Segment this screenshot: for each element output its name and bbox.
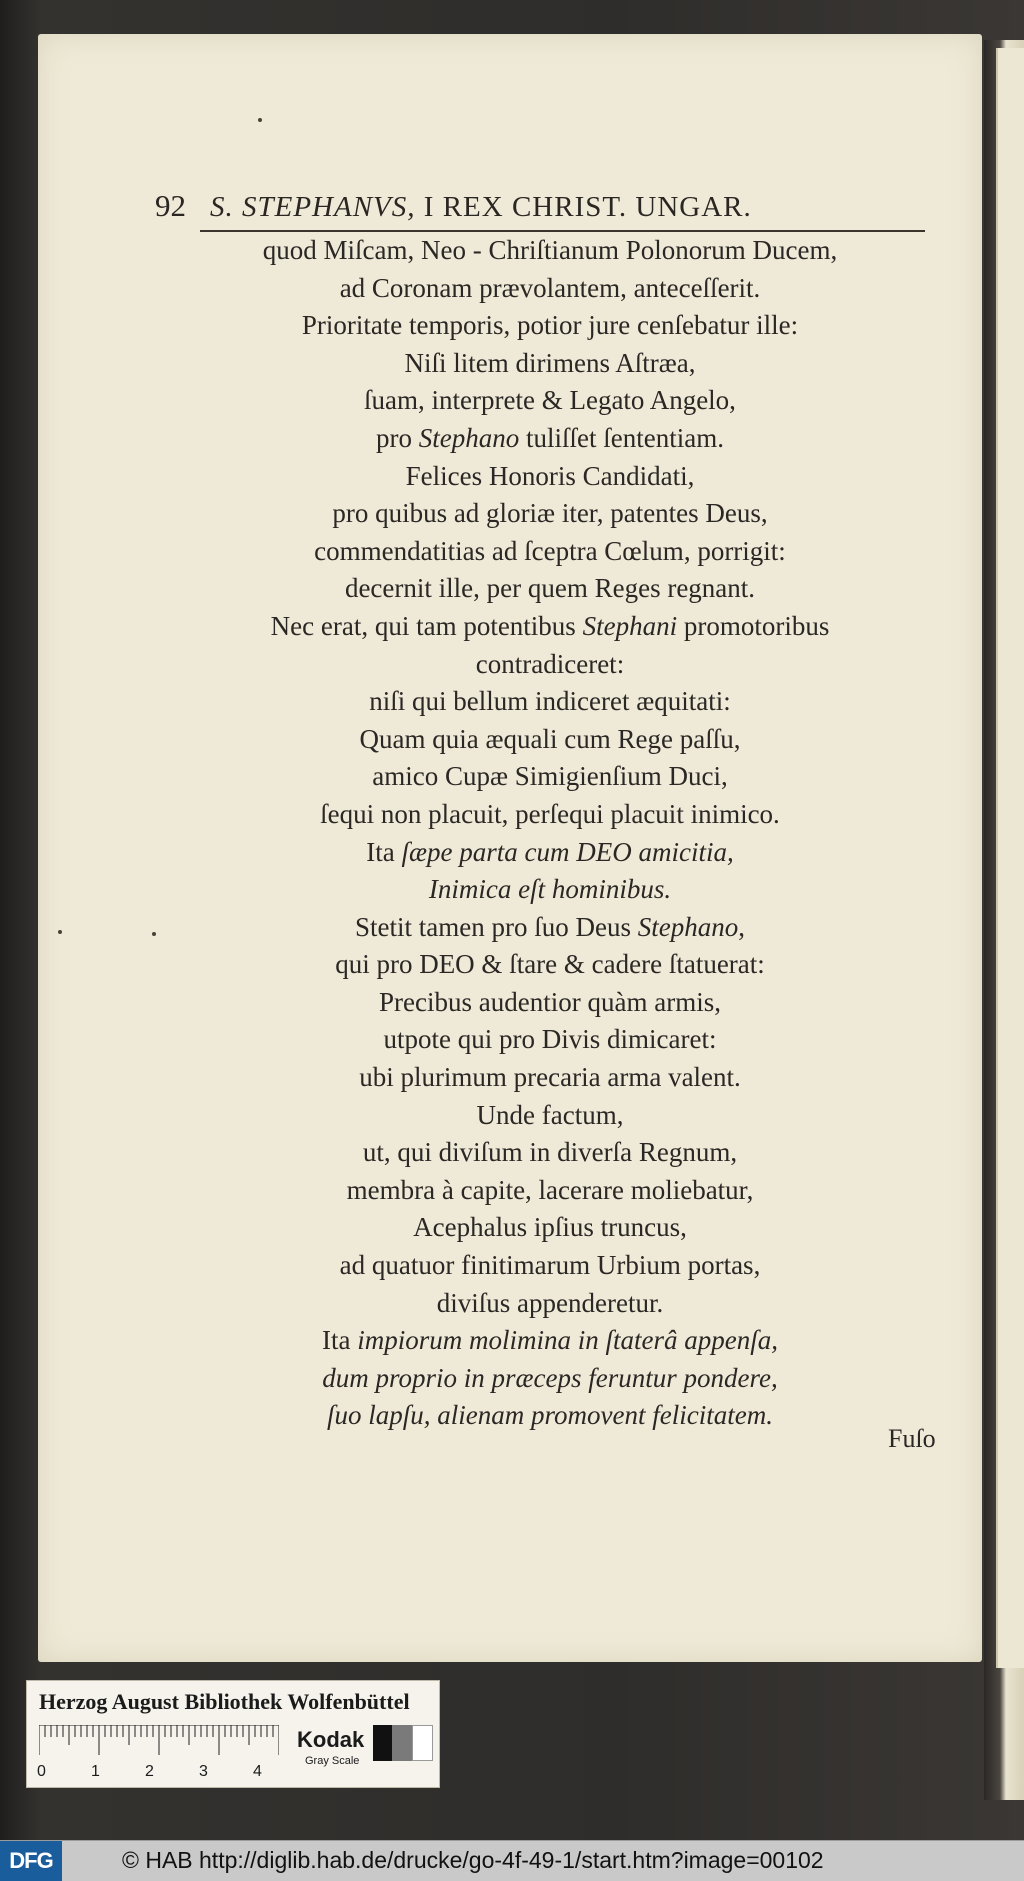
catchword: Fuſo — [888, 1424, 936, 1453]
text-line: amico Cupæ Simigienſium Duci, — [372, 761, 728, 792]
text-line: niſi qui bellum indiceret æquitati: — [369, 686, 731, 717]
text-line: quod Miſcam, Neo - Chriſtianum Polonorum Ducem, — [262, 235, 838, 265]
main-text — [210, 232, 890, 1435]
text-segment: pro — [376, 422, 419, 453]
text-line — [210, 1322, 890, 1360]
page-header — [155, 188, 925, 232]
ink-speck — [58, 930, 62, 934]
text-line: Precibus audentior quàm armis, — [379, 986, 721, 1017]
ruler-number: 2 — [145, 1763, 154, 1780]
facing-page-edge — [996, 48, 1024, 1668]
ruler-number: 4 — [253, 1763, 262, 1780]
copyright-link[interactable]: © HAB http://diglib.hab.de/drucke/go-4f-49-1/start.htm?image=00102 — [122, 1847, 824, 1873]
text-line: ad Coronam prævolantem, anteceſſerit. — [339, 272, 761, 303]
text-line — [210, 834, 890, 872]
page-number: 92 — [155, 188, 186, 223]
text-line: Unde factum, — [476, 1099, 624, 1130]
ruler-number: 3 — [199, 1763, 208, 1780]
text-line: ſuam, interprete & Legato Angelo, — [364, 385, 736, 416]
ink-speck — [258, 118, 262, 122]
text-line: diviſus appenderetur. — [436, 1287, 664, 1318]
text-line: Felices Honoris Candidati, — [405, 460, 695, 491]
text-segment: Ita — [366, 836, 402, 867]
text-line: Prioritate temporis, potior jure cenſebatur ille: — [301, 310, 799, 341]
text-segment: Nec erat, qui tam potentibus — [270, 610, 583, 641]
text-line: Quam quia æquali cum Rege paſſu, — [359, 723, 741, 754]
swatch-gray — [392, 1725, 411, 1761]
running-head-rest: I REX CHRIST. UNGAR. — [415, 191, 752, 223]
gray-scale-label: Gray Scale — [305, 1755, 360, 1767]
text-line: Niſi litem dirimens Aſtræa, — [404, 347, 696, 378]
swatch-black — [373, 1725, 392, 1761]
text-line: pro quibus ad gloriæ iter, patentes Deus, — [332, 498, 768, 529]
text-line: decernit ille, per quem Reges regnant. — [344, 573, 756, 604]
text-line: dum proprio in præceps feruntur pondere, — [322, 1362, 778, 1393]
text-line — [210, 909, 890, 947]
text-line — [210, 608, 890, 646]
running-head — [210, 191, 752, 224]
gray-scale-swatches — [373, 1725, 433, 1761]
italic-segment: ſæpe parta cum DEO amicitia, — [401, 836, 734, 867]
text-line: commendatitias ad ſceptra Cœlum, porrigit: — [314, 535, 786, 566]
text-line: ad quatuor finitimarum Urbium portas, — [339, 1250, 761, 1281]
text-line: Acephalus ipſius truncus, — [413, 1212, 687, 1243]
text-segment: Ita — [322, 1325, 358, 1356]
text-line: contradiceret: — [475, 648, 625, 679]
footer-bar — [0, 1840, 1024, 1881]
text-line — [210, 420, 890, 458]
ruler-number: 1 — [91, 1763, 100, 1780]
running-head-italic: S. STEPHANVS, — [210, 191, 416, 223]
text-segment: promotoribus — [677, 610, 830, 641]
text-line: membra à capite, lacerare moliebatur, — [346, 1174, 754, 1205]
ruler-number: 0 — [37, 1763, 46, 1780]
italic-segment: Stephani — [582, 610, 678, 641]
text-line: ſequi non placuit, perſequi placuit inimico. — [320, 798, 780, 829]
text-segment: Stetit tamen pro ſuo Deus — [355, 911, 638, 942]
text-line: Inimica eſt hominibus. — [428, 874, 672, 905]
ruler-scale — [39, 1725, 279, 1761]
italic-segment: Stephano — [418, 422, 520, 453]
italic-segment: Stephano — [637, 911, 739, 942]
text-line: utpote qui pro Divis dimicaret: — [383, 1024, 717, 1055]
text-line: ut, qui diviſum in diverſa Regnum, — [362, 1137, 738, 1168]
dfg-logo: DFG — [0, 1841, 62, 1881]
library-scale-card — [26, 1680, 440, 1788]
text-line: ubi plurimum precaria arma valent. — [359, 1062, 741, 1093]
text-line: qui pro DEO & ſtare & cadere ſtatuerat: — [335, 949, 765, 980]
italic-segment: impiorum molimina in ſtaterâ appenſa, — [357, 1325, 778, 1356]
text-line: ſuo lapſu, alienam promovent felicitatem. — [327, 1400, 773, 1431]
text-segment: , — [738, 911, 745, 942]
ink-speck — [152, 932, 156, 936]
text-segment: tuliſſet ſententiam. — [519, 422, 724, 453]
kodak-logo: Kodak — [297, 1727, 365, 1752]
library-name: Herzog August Bibliothek Wolfenbüttel — [39, 1689, 410, 1714]
swatch-white — [412, 1725, 433, 1761]
